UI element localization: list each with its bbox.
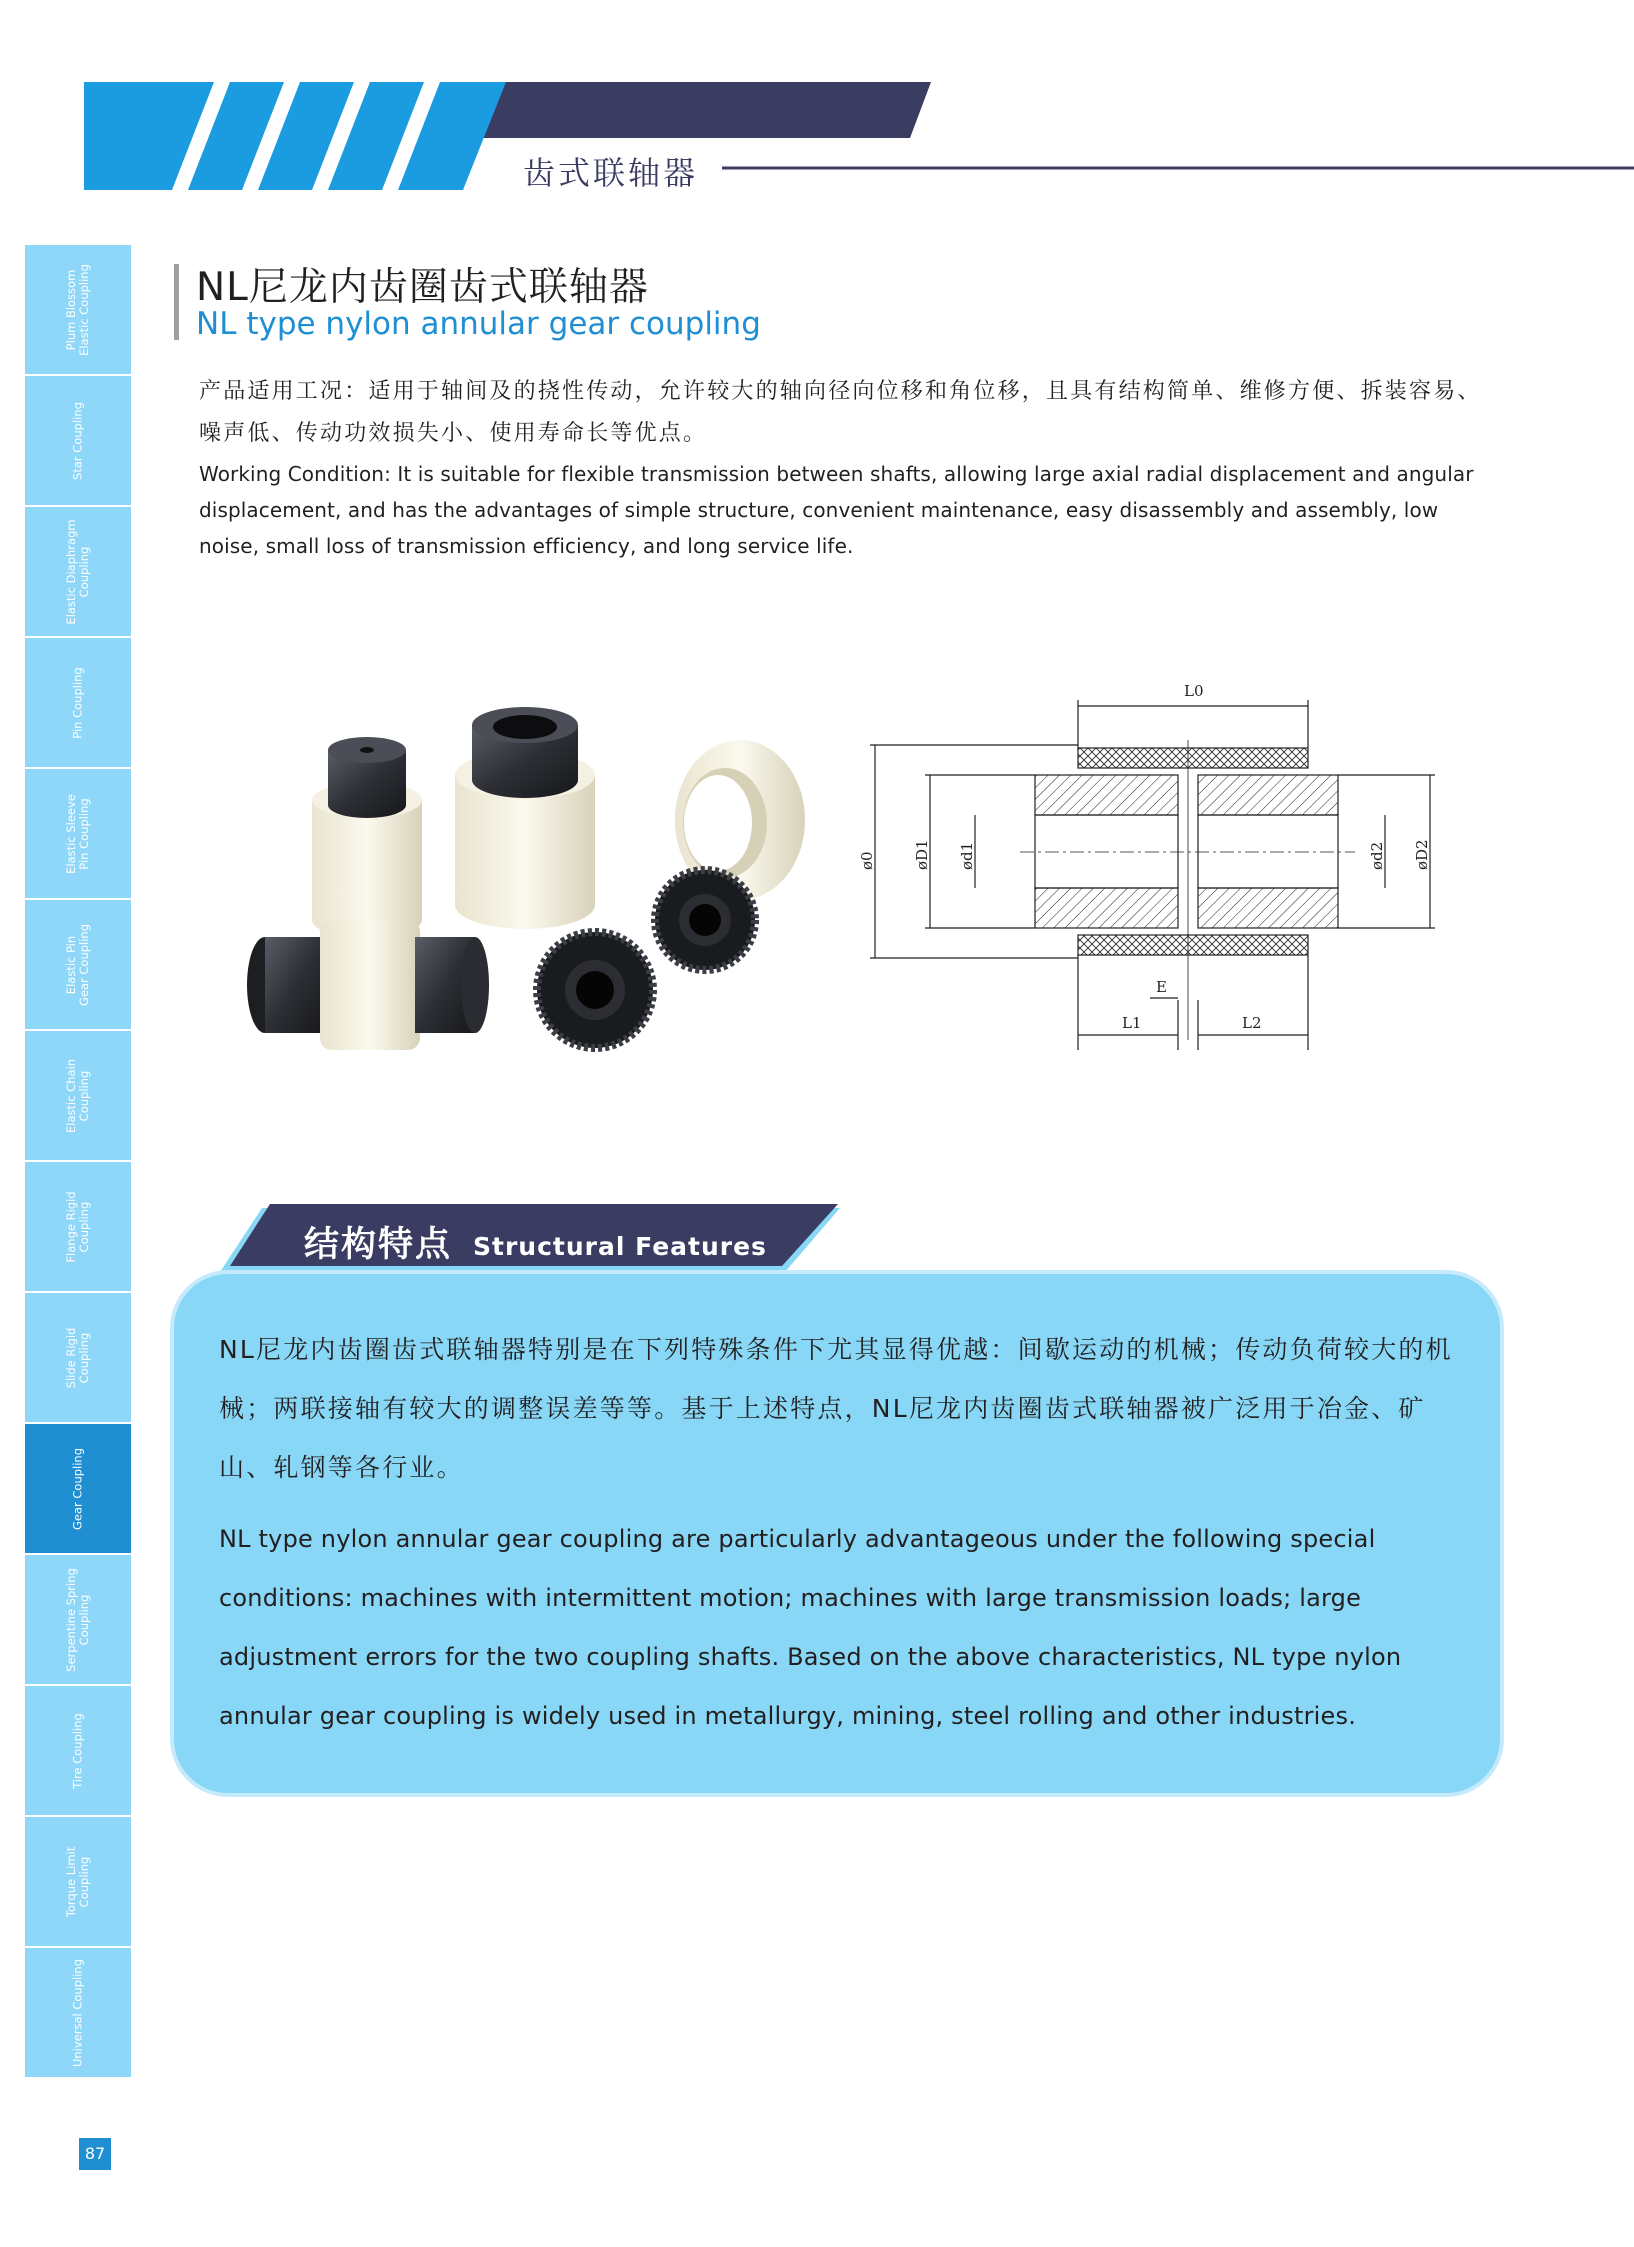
side-tab-torque-limit[interactable] xyxy=(25,1817,131,1946)
gear-hub-photo-1 xyxy=(537,932,653,1048)
side-tab-label: Elastic Chain Coupling xyxy=(64,1058,91,1133)
side-tab-label: Elastic Pin Gear Coupling xyxy=(64,923,91,1006)
side-tab-label: Star Coupling xyxy=(70,401,85,480)
header-banner xyxy=(0,0,1634,200)
side-tab-label: Torque Limit Coupling xyxy=(64,1846,91,1917)
label-L0: L0 xyxy=(1184,682,1204,700)
side-tab-serpentine-spring[interactable] xyxy=(25,1555,131,1684)
side-tab-elastic-diaphragm[interactable] xyxy=(25,507,131,636)
page-number: 87 xyxy=(79,2138,111,2170)
left-hub-top xyxy=(1035,775,1178,815)
section-title: 齿式联轴器 xyxy=(523,154,699,192)
features-text-cn: NL尼龙内齿圈齿式联轴器特别是在下列特殊条件下尤其显得优越：间歇运动的机械；传动负荷较大的机械；两联接轴有较大的调整误差等等。基于上述特点，NL尼龙内齿圈齿式联轴器被广泛用于冶金、矿山、轧钢等各行业。 xyxy=(219,1335,1453,1482)
side-tab-plum-blossom[interactable] xyxy=(25,245,131,374)
label-D: ø0 xyxy=(858,851,876,870)
side-tab-elastic-chain[interactable] xyxy=(25,1031,131,1160)
technical-drawing xyxy=(860,680,1460,1060)
side-tab-label: Universal Coupling xyxy=(70,1958,85,2067)
side-tab-pin[interactable] xyxy=(25,638,131,767)
side-tab-label: Elastic Diaphragm Coupling xyxy=(64,518,91,625)
side-nav xyxy=(25,245,131,2079)
right-hub-bottom xyxy=(1198,888,1338,928)
label-E: E xyxy=(1156,978,1167,996)
condition-text-cn: 产品适用工况：适用于轴间及的挠性传动，允许较大的轴向径向位移和角位移，且具有结构简单、维修方便、拆装容易、噪声低、传动功效损失小、使用寿命长等优点。 xyxy=(199,379,1482,446)
side-tab-star[interactable] xyxy=(25,376,131,505)
side-tab-elastic-sleeve-pin[interactable] xyxy=(25,769,131,898)
sleeve-bottom xyxy=(1078,935,1308,955)
side-tab-universal[interactable] xyxy=(25,1948,131,2077)
coupling-photo-3 xyxy=(247,920,489,1050)
product-title-cn: NL尼龙内齿圈齿式联轴器 xyxy=(196,265,649,310)
product-photo xyxy=(250,705,830,1075)
left-hub-bottom xyxy=(1035,888,1178,928)
header-blue-block xyxy=(84,82,506,190)
coupling-photo-2 xyxy=(455,707,595,929)
left-bore xyxy=(1035,815,1178,888)
side-tab-tire[interactable] xyxy=(25,1686,131,1815)
label-D2: øD2 xyxy=(1413,839,1431,870)
features-text-en: NL type nylon annular gear coupling are particularly advantageous under the following special conditions: machines with intermittent motion; machines with large transmission loads; large adjustment errors for the two coupling shafts. Based on the above characteristics, NL type nylon annular gear coupling is widely used in metallurgy, mining, steel rolling and other industries. xyxy=(219,1525,1402,1730)
gear-hub-photo-2 xyxy=(655,870,755,970)
side-tab-label: Pin Coupling xyxy=(70,666,85,739)
right-bore xyxy=(1198,815,1338,888)
side-tab-label: Slide Rigid Coupling xyxy=(64,1327,91,1388)
right-hub-top xyxy=(1198,775,1338,815)
side-tab-slide-rigid[interactable] xyxy=(25,1293,131,1422)
label-L2: L2 xyxy=(1242,1014,1262,1032)
side-tab-label: Plum Blossom Elastic Coupling xyxy=(64,263,91,356)
title-accent-bar xyxy=(174,264,179,340)
condition-text-en: Working Condition: It is suitable for flexible transmission between shafts, allowing large axial radial displacement and angular displacement, and has the advantages of simple structure, convenient maintenance, easy disassembly and assembly, low noise, small loss of transmission efficiency, and long service life. xyxy=(199,462,1474,558)
label-d2: ød2 xyxy=(1368,841,1386,870)
side-tab-elastic-pin-gear[interactable] xyxy=(25,900,131,1029)
coupling-photo-1 xyxy=(312,737,422,938)
side-tab-label: Gear Coupling xyxy=(70,1447,85,1530)
side-tab-flange-rigid[interactable] xyxy=(25,1162,131,1291)
side-tab-label: Flange Rigid Coupling xyxy=(64,1190,91,1263)
label-d1: ød1 xyxy=(958,841,976,870)
label-L1: L1 xyxy=(1122,1014,1142,1032)
side-tab-label: Serpentine Spring Coupling xyxy=(64,1567,91,1672)
product-title-en: NL type nylon annular gear coupling xyxy=(196,306,761,342)
label-D1: øD1 xyxy=(913,839,931,870)
sleeve-top xyxy=(1078,748,1308,768)
features-heading-en: Structural Features xyxy=(473,1232,767,1261)
side-tab-label: Tire Coupling xyxy=(70,1712,85,1789)
features-heading-cn: 结构特点 xyxy=(304,1225,453,1265)
side-tab-gear[interactable] xyxy=(25,1424,131,1553)
side-tab-label: Elastic Sleeve Pin Coupling xyxy=(64,793,91,874)
